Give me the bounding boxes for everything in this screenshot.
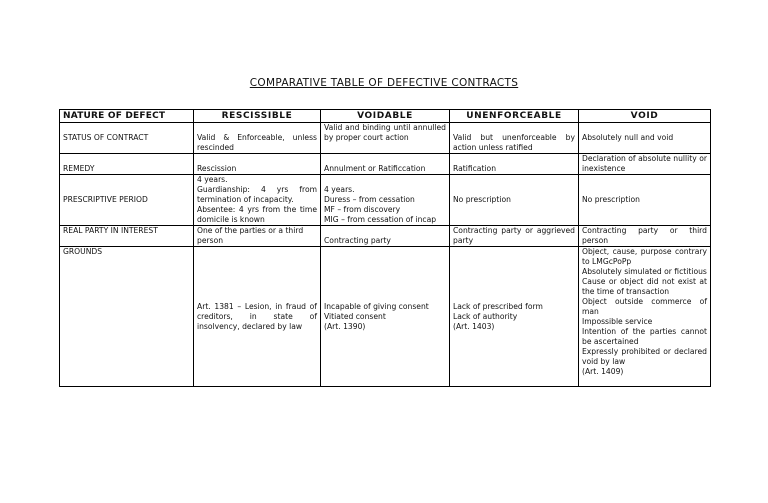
prescriptive-voidable-line: 4 years. [324, 185, 355, 194]
prescriptive-voidable [321, 175, 450, 226]
grounds-voidable-line: (Art. 1390) [324, 321, 366, 331]
grounds-void-line: Cause or object did not exist at the time of transaction [582, 277, 707, 296]
prescriptive-voidable-line: Duress – from cessation [324, 195, 415, 204]
prescriptive-rescissible-line: Absentee: 4 yrs from the time domicile is known [197, 205, 317, 224]
grounds-void-line: Object, cause, purpose contrary to LMGcPoPp [582, 247, 707, 266]
party-rescissible: One of the parties or a third person [194, 226, 321, 247]
grounds-unenforceable [450, 247, 579, 387]
header-void: VOID [579, 110, 711, 123]
row-grounds [60, 247, 711, 387]
header-rescissible: RESCISSIBLE [194, 110, 321, 123]
grounds-void-line: Absolutely simulated or fictitious [582, 267, 707, 276]
party-label: REAL PARTY IN INTEREST [60, 226, 194, 247]
header-voidable: VOIDABLE [321, 110, 450, 123]
grounds-void-line: Impossible service [582, 317, 653, 326]
prescriptive-unenforceable: No prescription [450, 175, 579, 226]
grounds-void [579, 247, 711, 387]
prescriptive-rescissible-line: 4 years. [197, 175, 228, 184]
defective-contracts-table [59, 109, 711, 387]
grounds-void-line: Intention of the parties cannot be ascertained [582, 327, 707, 346]
grounds-void-line: Object outside commerce of man [582, 297, 707, 316]
row-status [60, 123, 711, 154]
remedy-label: REMEDY [60, 154, 194, 175]
prescriptive-voidable-line: MIG – from cessation of incap [324, 215, 437, 224]
prescriptive-rescissible [194, 175, 321, 226]
grounds-voidable-line: Vitiated consent [324, 311, 386, 321]
prescriptive-rescissible-line: Guardianship: 4 yrs from termination of incapacity. [197, 185, 317, 204]
grounds-unenforceable-line: (Art. 1403) [453, 321, 495, 331]
status-unenforceable: Valid but unenforceable by action unless ratified [450, 123, 579, 154]
prescriptive-label: PRESCRIPTIVE PERIOD [60, 175, 194, 226]
grounds-voidable-line: Incapable of giving consent [324, 301, 429, 311]
grounds-rescissible: Art. 1381 – Lesion, in fraud of creditors, in state of insolvency, declared by law [194, 247, 321, 387]
remedy-rescissible: Rescission [194, 154, 321, 175]
grounds-label: GROUNDS [60, 247, 194, 387]
status-voidable: Valid and binding until annulled by proper court action [321, 123, 450, 154]
prescriptive-void: No prescription [579, 175, 711, 226]
header-nature-of-defect: NATURE OF DEFECT [60, 110, 194, 123]
grounds-unenforceable-line: Lack of authority [453, 311, 518, 321]
grounds-void-line: (Art. 1409) [582, 367, 624, 376]
prescriptive-voidable-line: MF – from discovery [324, 205, 401, 214]
remedy-void: Declaration of absolute nullity or inexistence [579, 154, 711, 175]
party-void: Contracting party or third person [579, 226, 711, 247]
remedy-unenforceable: Ratification [450, 154, 579, 175]
grounds-voidable [321, 247, 450, 387]
status-label: STATUS OF CONTRACT [60, 123, 194, 154]
status-rescissible: Valid & Enforceable, unless rescinded [194, 123, 321, 154]
header-row [60, 110, 711, 123]
grounds-unenforceable-line: Lack of prescribed form [453, 301, 543, 311]
row-prescriptive [60, 175, 711, 226]
status-void: Absolutely null and void [579, 123, 711, 154]
row-remedy [60, 154, 711, 175]
row-party [60, 226, 711, 247]
party-voidable: Contracting party [321, 226, 450, 247]
header-unenforceable: UNENFORCEABLE [450, 110, 579, 123]
document-title: COMPARATIVE TABLE OF DEFECTIVE CONTRACTS [249, 77, 519, 89]
party-unenforceable: Contracting party or aggrieved party [450, 226, 579, 247]
grounds-void-line: Expressly prohibited or declared void by law [582, 347, 707, 366]
remedy-voidable: Annulment or Ratificcation [321, 154, 450, 175]
